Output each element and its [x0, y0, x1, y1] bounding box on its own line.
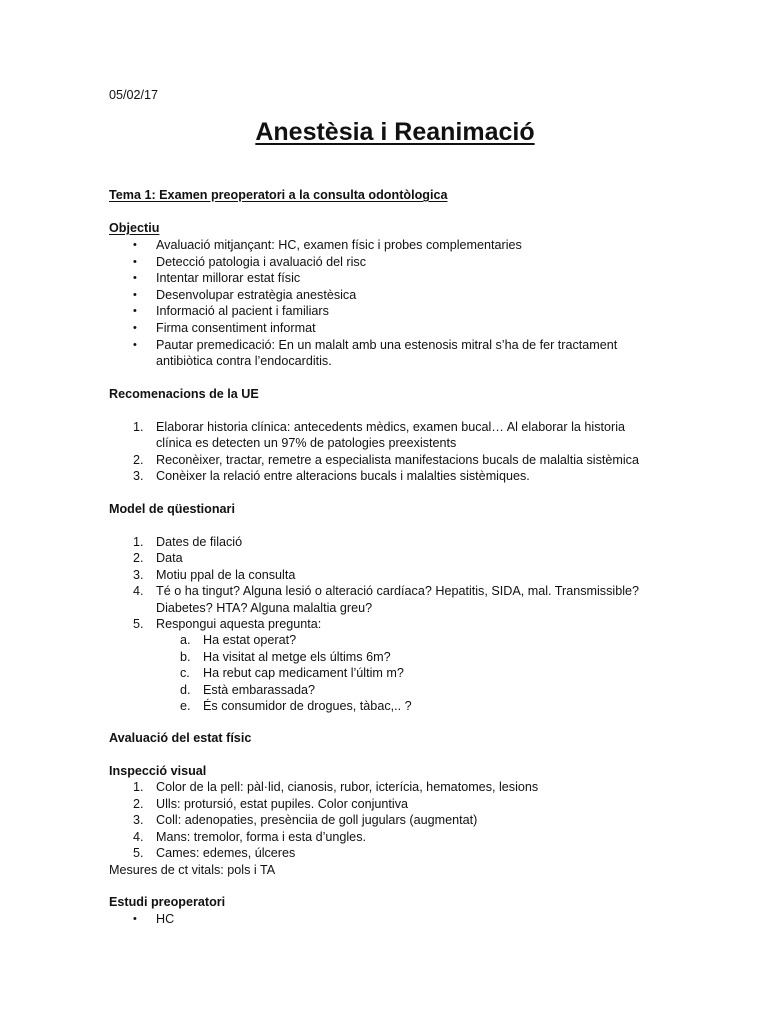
- model-subitem: Ha estat operat?: [203, 633, 297, 647]
- number-marker: 3.: [133, 568, 144, 582]
- model-subitem: És consumidor de drogues, tàbac,.. ?: [203, 699, 412, 713]
- bullet-marker: •: [133, 239, 137, 251]
- inspeccio-item: Coll: adenopaties, presènciia de goll jugulars (augmentat): [156, 813, 478, 827]
- topic-heading: Tema 1: Examen preoperatori a la consulta odontòlogica: [109, 188, 448, 202]
- model-item: Dates de filació: [156, 535, 243, 549]
- objectiu-item: Pautar premedicació: En un malalt amb una estenosis mitral s’ha de fer tractament: [156, 338, 618, 352]
- bullet-marker: •: [133, 913, 137, 925]
- model-subitem: Ha visitat al metge els últims 6m?: [203, 650, 391, 664]
- objectiu-item: Detecció patologia i avaluació del risc: [156, 255, 367, 269]
- recomenacions-heading: Recomenacions de la UE: [109, 387, 259, 401]
- bullet-marker: •: [133, 322, 137, 334]
- bullet-marker: •: [133, 305, 137, 317]
- recomenacions-item: Elaborar historia clínica: antecedents mèdics, examen bucal… Al elaborar la historia: [156, 420, 626, 434]
- bullet-marker: •: [133, 339, 137, 351]
- objectiu-heading: Objectiu: [109, 221, 160, 235]
- letter-marker: c.: [180, 666, 190, 680]
- model-item: Té o ha tingut? Alguna lesió o alteració cardíaca? Hepatitis, SIDA, mal. Transmissible?: [156, 584, 640, 598]
- number-marker: 1.: [133, 780, 144, 794]
- avaluacio-heading: Avaluació del estat físic: [109, 731, 252, 745]
- model-item: Data: [156, 551, 183, 565]
- inspeccio-item: Mans: tremolor, forma i esta d’ungles.: [156, 830, 366, 844]
- estudi-item: HC: [156, 912, 175, 926]
- number-marker: 2.: [133, 453, 144, 467]
- inspeccio-item: Cames: edemes, úlceres: [156, 846, 296, 860]
- inspeccio-item: Color de la pell: pàl·lid, cianosis, rubor, icterícia, hematomes, lesions: [156, 780, 539, 794]
- number-marker: 1.: [133, 420, 144, 434]
- estudi-heading: Estudi preoperatori: [109, 895, 226, 909]
- number-marker: 5.: [133, 617, 144, 631]
- inspeccio-item: Ulls: protursió, estat pupiles. Color conjuntiva: [156, 797, 408, 811]
- letter-marker: b.: [180, 650, 191, 664]
- letter-marker: d.: [180, 683, 191, 697]
- model-subitem: Ha rebut cap medicament l’últim m?: [203, 666, 404, 680]
- objectiu-item: Informació al pacient i familiars: [156, 304, 329, 318]
- model-item-continuation: Diabetes? HTA? Alguna malaltia greu?: [156, 601, 373, 615]
- letter-marker: a.: [180, 633, 191, 647]
- model-subitem: Està embarassada?: [203, 683, 316, 697]
- number-marker: 2.: [133, 551, 144, 565]
- number-marker: 2.: [133, 797, 144, 811]
- inspeccio-heading: Inspecció visual: [109, 764, 207, 778]
- number-marker: 4.: [133, 584, 144, 598]
- letter-marker: e.: [180, 699, 191, 713]
- objectiu-item: Avaluació mitjançant: HC, examen físic i probes complementaries: [156, 238, 522, 252]
- recomenacions-item-continuation: clínica es detecten un 97% de patologies preexistents: [156, 436, 457, 450]
- document-title: Anestèsia i Reanimació: [255, 118, 535, 146]
- number-marker: 3.: [133, 469, 144, 483]
- objectiu-item: Intentar millorar estat físic: [156, 271, 301, 285]
- bullet-marker: •: [133, 256, 137, 268]
- number-marker: 3.: [133, 813, 144, 827]
- bullet-marker: •: [133, 272, 137, 284]
- model-item: Motiu ppal de la consulta: [156, 568, 296, 582]
- objectiu-item-continuation: antibiòtica contra l’endocarditis.: [156, 354, 332, 368]
- number-marker: 4.: [133, 830, 144, 844]
- recomenacions-item: Reconèixer, tractar, remetre a especialista manifestacions bucals de malaltia sistèmica: [156, 453, 639, 467]
- model-heading: Model de qüestionari: [109, 502, 235, 516]
- objectiu-item: Desenvolupar estratègia anestèsica: [156, 288, 357, 302]
- recomenacions-item: Conèixer la relació entre alteracions bucals i malalties sistèmiques.: [156, 469, 530, 483]
- objectiu-item: Firma consentiment informat: [156, 321, 316, 335]
- document-date: 05/02/17: [109, 88, 159, 102]
- number-marker: 5.: [133, 846, 144, 860]
- vital-signs-note: Mesures de ct vitals: pols i TA: [109, 863, 276, 877]
- bullet-marker: •: [133, 289, 137, 301]
- number-marker: 1.: [133, 535, 144, 549]
- model-item: Respongui aquesta pregunta:: [156, 617, 322, 631]
